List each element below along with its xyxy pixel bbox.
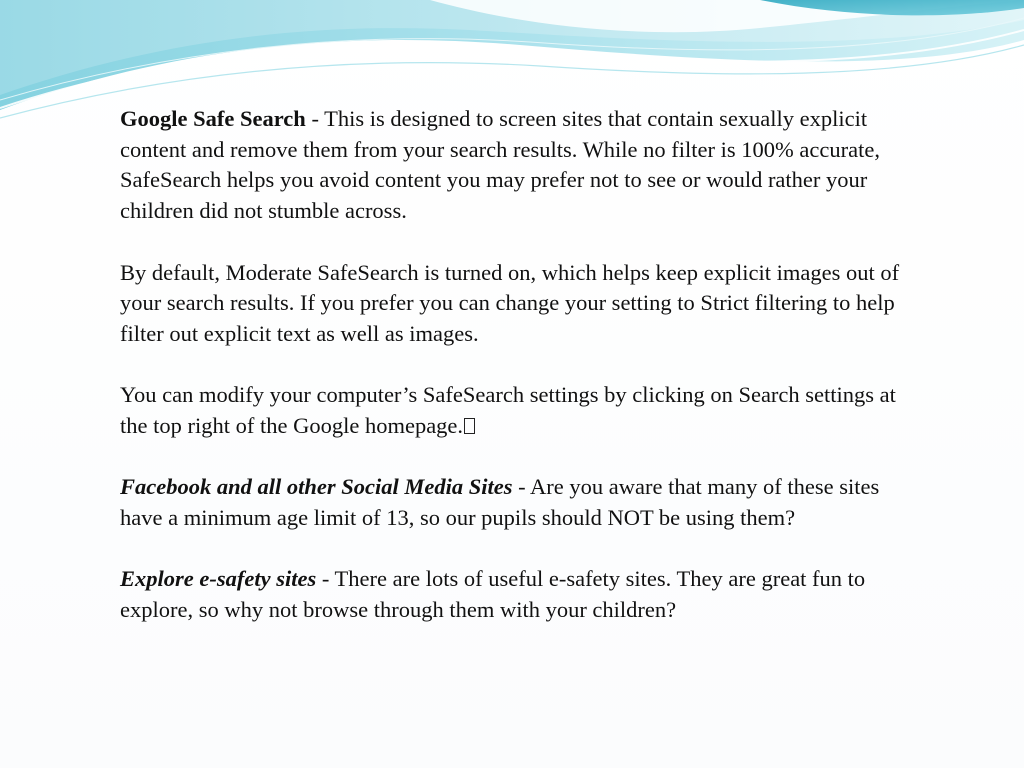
paragraph-moderate-safesearch	[120, 258, 920, 350]
text-social-media: - Are you aware that many of these sites have a minimum age limit of 13, so our pupils should NOT be using them?	[120, 474, 880, 531]
text-google-safe-search: - This is designed to screen sites that contain sexually explicit content and remove them from your search results. While no filter is 100% accurate, SafeSearch helps you avoid content you may prefer not to see or would rather your children did not stumble across.	[120, 106, 880, 224]
text-moderate-safesearch: By default, Moderate SafeSearch is turned on, which helps keep explicit images out of your search results. If you prefer you can change your setting to Strict filtering to help filter out explicit text as well as images.	[120, 259, 900, 346]
text-e-safety-sites: - There are lots of useful e-safety sites. They are great fun to explore, so why not browse through them with your children?	[120, 566, 866, 623]
paragraph-modify-settings	[120, 380, 920, 441]
heading-e-safety-sites: Explore e-safety sites	[120, 566, 317, 592]
text-modify-settings: You can modify your computer’s SafeSearch settings by clicking on Search settings at the top right of the Google homepage.	[120, 382, 896, 438]
heading-google-safe-search: Google Safe Search	[120, 106, 306, 131]
paragraph-social-media	[120, 472, 920, 533]
paragraph-e-safety-sites	[120, 564, 920, 625]
body-text	[120, 104, 920, 657]
missing-glyph-icon	[464, 418, 475, 434]
heading-social-media: Facebook and all other Social Media Sites	[120, 474, 513, 500]
paragraph-google-safe-search	[120, 104, 920, 227]
